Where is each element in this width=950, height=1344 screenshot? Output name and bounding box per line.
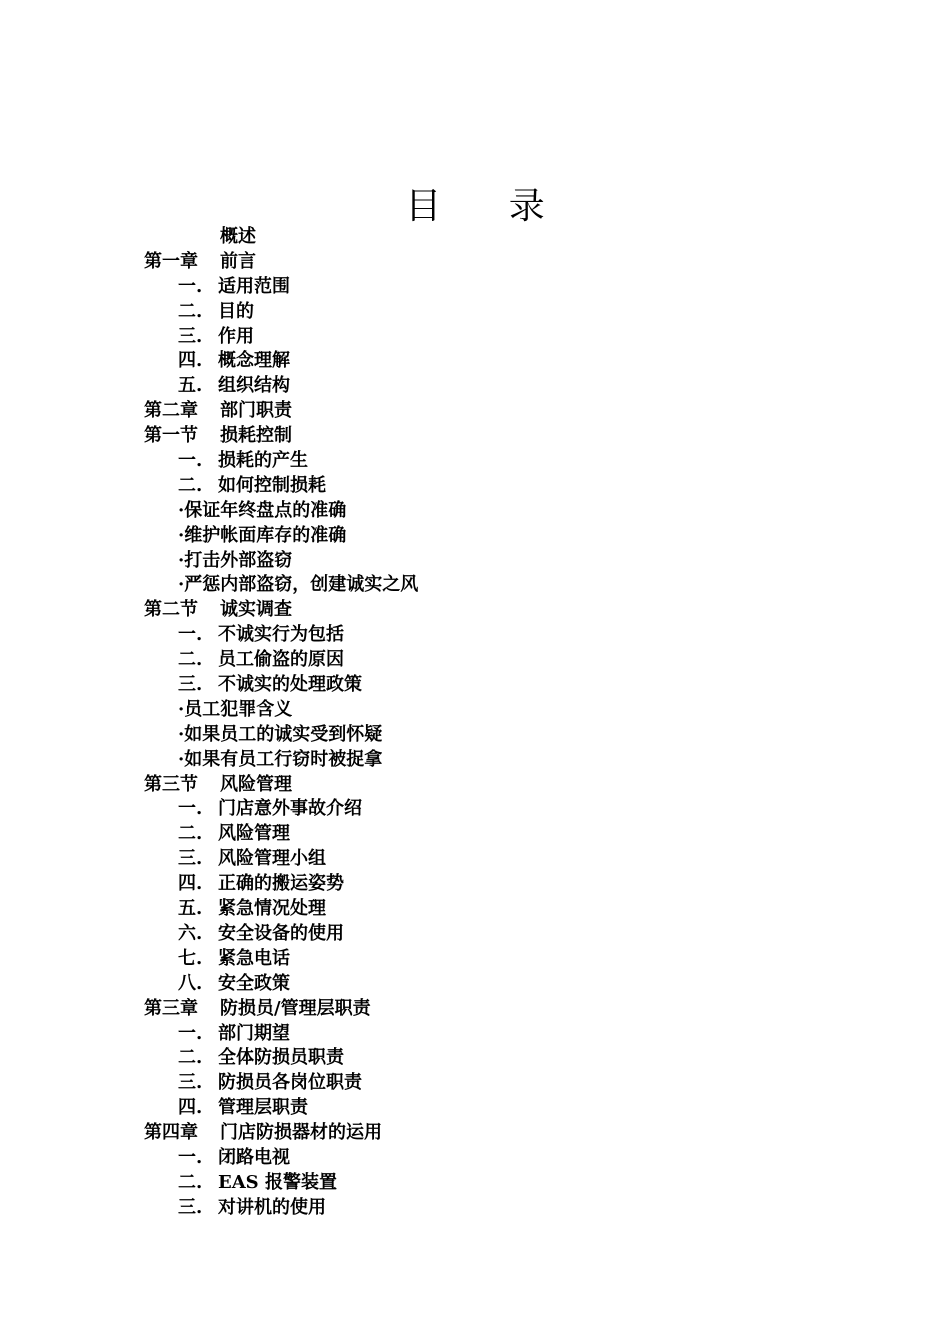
toc-entry xyxy=(0,797,950,822)
toc-entry xyxy=(0,1022,950,1047)
toc-entry-text: 对讲机的使用 xyxy=(218,1196,326,1218)
toc-item-number: 二. xyxy=(178,300,203,322)
toc-entry xyxy=(0,1196,950,1221)
toc-item-number: 一. xyxy=(178,624,203,646)
table-of-contents xyxy=(0,225,950,1221)
toc-entry-text: 损耗的产生 xyxy=(218,450,308,472)
toc-entry-text: 员工偷盗的原因 xyxy=(218,649,344,671)
toc-entry-text: 风险管理 xyxy=(218,823,290,845)
toc-entry xyxy=(0,1096,950,1121)
toc-item-number: 八. xyxy=(178,972,203,994)
toc-bullet-text: ·严惩内部盗窃，创建诚实之风 xyxy=(178,574,419,596)
toc-entry xyxy=(0,349,950,374)
toc-chapter-label: 第二节 xyxy=(144,599,198,621)
toc-entry xyxy=(0,573,950,598)
toc-entry xyxy=(0,225,950,250)
toc-entry xyxy=(0,773,950,798)
toc-item-number: 三. xyxy=(178,674,203,696)
toc-item-number: 一. xyxy=(178,798,203,820)
toc-entry-text: 部门职责 xyxy=(220,400,292,422)
toc-entry-text: 正确的搬运姿势 xyxy=(218,873,344,895)
toc-entry-text: 闭路电视 xyxy=(218,1146,290,1168)
toc-item-number: 二. xyxy=(178,823,203,845)
toc-entry xyxy=(0,972,950,997)
toc-entry-text: 防损员/管理层职责 xyxy=(220,997,371,1019)
toc-entry xyxy=(0,822,950,847)
toc-entry xyxy=(0,1071,950,1096)
toc-item-number: 一. xyxy=(178,275,203,297)
toc-item-number: 三. xyxy=(178,848,203,870)
toc-entry xyxy=(0,399,950,424)
toc-item-number: 三. xyxy=(178,1072,203,1094)
toc-chapter-label: 第一章 xyxy=(144,250,198,272)
toc-entry-text: 紧急电话 xyxy=(218,947,290,969)
toc-entry xyxy=(0,549,950,574)
toc-entry-text: 诚实调查 xyxy=(220,599,292,621)
toc-entry xyxy=(0,648,950,673)
toc-entry xyxy=(0,325,950,350)
toc-bullet-text: ·员工犯罪含义 xyxy=(178,698,293,720)
toc-chapter-label: 第一节 xyxy=(144,425,198,447)
toc-entry-text: 全体防损员职责 xyxy=(218,1047,344,1069)
toc-item-number: 一. xyxy=(178,450,203,472)
toc-bullet-text: ·如果员工的诚实受到怀疑 xyxy=(178,723,383,745)
toc-entry xyxy=(0,499,950,524)
toc-item-number: 七. xyxy=(178,947,203,969)
toc-entry xyxy=(0,997,950,1022)
toc-entry xyxy=(0,922,950,947)
toc-bullet-text: ·打击外部盗窃 xyxy=(178,549,293,571)
toc-entry-text: 不诚实行为包括 xyxy=(218,624,344,646)
toc-chapter-label: 第四章 xyxy=(144,1122,198,1144)
toc-entry xyxy=(0,275,950,300)
toc-entry-text: 风险管理 xyxy=(220,773,292,795)
toc-entry xyxy=(0,1171,950,1196)
toc-entry xyxy=(0,897,950,922)
toc-entry-text: 目的 xyxy=(218,300,254,322)
toc-entry xyxy=(0,673,950,698)
toc-chapter-label: 第二章 xyxy=(144,400,198,422)
toc-item-number: 二. xyxy=(178,1047,203,1069)
toc-item-number: 六. xyxy=(178,922,203,944)
toc-bullet-text: ·维护帐面库存的准确 xyxy=(178,524,347,546)
toc-entry-text: 如何控制损耗 xyxy=(218,474,326,496)
toc-item-number: 四. xyxy=(178,350,203,372)
toc-entry-text: 安全设备的使用 xyxy=(218,922,344,944)
toc-entry-text: 不诚实的处理政策 xyxy=(218,674,362,696)
toc-entry xyxy=(0,723,950,748)
toc-entry xyxy=(0,1046,950,1071)
toc-entry-text: 管理层职责 xyxy=(218,1097,308,1119)
toc-entry xyxy=(0,250,950,275)
toc-chapter-label: 第三章 xyxy=(144,997,198,1019)
toc-item-number: 一. xyxy=(178,1146,203,1168)
toc-entry xyxy=(0,449,950,474)
toc-item-number: 四. xyxy=(178,1097,203,1119)
toc-entry xyxy=(0,748,950,773)
toc-entry xyxy=(0,300,950,325)
toc-entry-text: 适用范围 xyxy=(218,275,290,297)
toc-entry-text: 概述 xyxy=(220,226,256,247)
toc-entry-text: 组织结构 xyxy=(218,375,290,397)
toc-entry xyxy=(0,598,950,623)
toc-item-number: 一. xyxy=(178,1022,203,1044)
toc-entry xyxy=(0,623,950,648)
toc-item-number: 二. xyxy=(178,474,203,496)
toc-entry xyxy=(0,1121,950,1146)
toc-entry-text: 部门期望 xyxy=(218,1022,290,1044)
toc-entry-text: 概念理解 xyxy=(218,350,290,372)
toc-chapter-label: 第三节 xyxy=(144,773,198,795)
toc-entry-text: 损耗控制 xyxy=(220,425,292,447)
toc-entry-text: 作用 xyxy=(218,325,254,347)
toc-entry xyxy=(0,374,950,399)
toc-entry xyxy=(0,524,950,549)
toc-item-number: 四. xyxy=(178,873,203,895)
toc-bullet-text: ·如果有员工行窃时被捉拿 xyxy=(178,748,383,770)
toc-item-number: 五. xyxy=(178,898,203,920)
toc-entry xyxy=(0,847,950,872)
toc-entry-text: 安全政策 xyxy=(218,972,290,994)
toc-item-number: 二. xyxy=(178,1171,203,1193)
toc-entry-text: EAS 报警装置 xyxy=(218,1171,337,1193)
toc-entry xyxy=(0,474,950,499)
toc-item-number: 三. xyxy=(178,325,203,347)
toc-title: 目 录 xyxy=(405,186,573,227)
toc-entry-text: 前言 xyxy=(220,250,256,272)
toc-item-number: 二. xyxy=(178,649,203,671)
toc-entry-text: 门店意外事故介绍 xyxy=(218,798,362,820)
toc-item-number: 五. xyxy=(178,375,203,397)
toc-entry-text: 紧急情况处理 xyxy=(218,898,326,920)
toc-bullet-text: ·保证年终盘点的准确 xyxy=(178,499,347,521)
toc-item-number: 三. xyxy=(178,1196,203,1218)
toc-entry xyxy=(0,947,950,972)
toc-entry xyxy=(0,872,950,897)
toc-entry-text: 风险管理小组 xyxy=(218,848,326,870)
toc-entry-text: 门店防损器材的运用 xyxy=(220,1122,382,1144)
toc-entry xyxy=(0,698,950,723)
toc-entry-text: 防损员各岗位职责 xyxy=(218,1072,362,1094)
toc-entry xyxy=(0,424,950,449)
toc-entry xyxy=(0,1146,950,1171)
